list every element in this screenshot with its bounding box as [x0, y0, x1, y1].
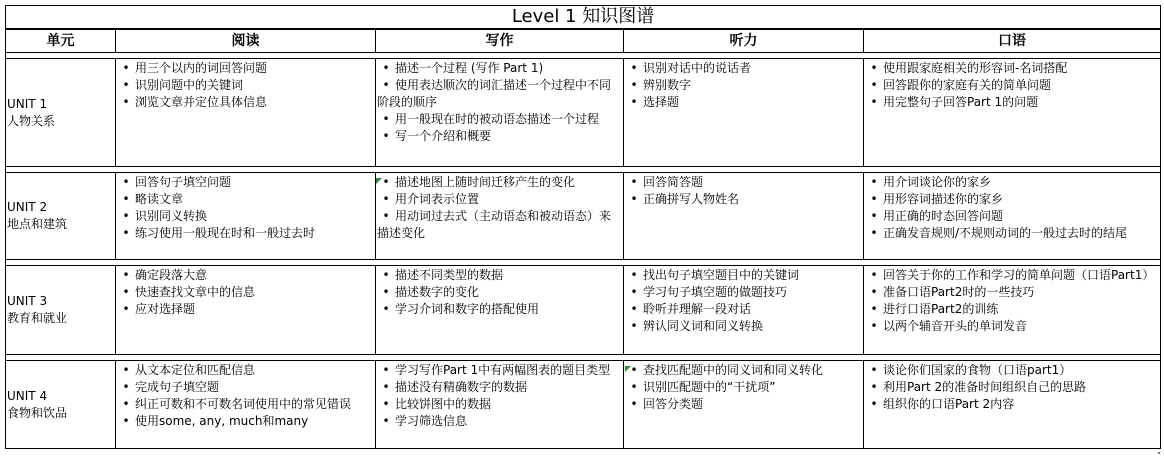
table-row: [6, 266, 1161, 355]
unit-label: UNIT 3: [7, 294, 48, 308]
bullet-list: [625, 174, 861, 208]
bullet-icon: •: [122, 302, 130, 316]
speaking-cell: [864, 266, 1161, 355]
bullet-icon: •: [630, 363, 638, 377]
bullet-icon: •: [122, 414, 130, 428]
list-item-text: 以两个辅音开头的单词发音: [883, 319, 1028, 333]
list-item-text: 回答跟你的家庭有关的简单问题: [883, 78, 1052, 92]
list-item-text: 选择题: [643, 95, 680, 109]
bullet-list: [865, 267, 1158, 335]
table-row: [6, 361, 1161, 449]
list-item: [377, 111, 621, 128]
reading-cell: [116, 266, 376, 355]
list-item-text: 描述没有精确数字的数据: [395, 380, 528, 394]
knowledge-map-table: [5, 5, 1161, 449]
list-item-text: 描述数字的变化: [395, 285, 480, 299]
bullet-list: [377, 174, 621, 242]
list-item: [117, 413, 373, 430]
list-item-text: 谈论你们国家的食物（口语part1）: [883, 363, 1072, 377]
list-item-text: 回答分类题: [643, 397, 704, 411]
list-item: [117, 208, 373, 225]
cell-handle-icon: [1158, 452, 1160, 454]
bullet-icon: •: [122, 268, 130, 282]
list-item: [377, 128, 621, 145]
bullet-icon: •: [870, 61, 878, 75]
page-title: Level 1 知识图谱: [6, 6, 1161, 30]
comment-marker-icon: [625, 366, 631, 372]
bullet-icon: •: [382, 285, 390, 299]
bullet-icon: •: [122, 209, 130, 223]
bullet-icon: •: [122, 363, 130, 377]
list-item: [865, 379, 1158, 396]
list-item-text: 学习句子填空题的做题技巧: [643, 285, 788, 299]
list-item: [865, 396, 1158, 413]
unit-topic: 食物和饮品: [7, 405, 68, 420]
header-reading: 阅读: [116, 29, 376, 53]
list-item: [377, 60, 621, 77]
list-item-text: 聆听并理解一段对话: [643, 302, 752, 316]
bullet-icon: •: [382, 268, 390, 282]
bullet-icon: •: [630, 95, 638, 109]
list-item: [625, 318, 861, 335]
list-item: [625, 94, 861, 111]
bullet-icon: •: [122, 226, 130, 240]
list-item-text: 正确拼写人物姓名: [643, 192, 740, 206]
unit-cell: [6, 361, 116, 449]
list-item: [117, 362, 373, 379]
writing-cell: [376, 361, 624, 449]
list-item-text: 应对选择题: [135, 302, 196, 316]
list-item: [377, 267, 621, 284]
header-row: [6, 29, 1161, 53]
list-item-text: 回答关于你的工作和学习的简单问题（口语Part1）: [883, 268, 1155, 282]
list-item: [117, 301, 373, 318]
bullet-list: [117, 60, 373, 111]
listening-cell: [624, 266, 864, 355]
bullet-icon: •: [630, 61, 638, 75]
list-item: [377, 396, 621, 413]
unit-cell: [6, 173, 116, 260]
list-item: [625, 284, 861, 301]
bullet-icon: •: [870, 268, 878, 282]
table-row: [6, 59, 1161, 167]
list-item: [117, 60, 373, 77]
bullet-icon: •: [382, 112, 390, 126]
list-item: [625, 267, 861, 284]
list-item-text: 用正确的时态回答问题: [883, 209, 1004, 223]
list-item: [625, 362, 861, 379]
bullet-list: [117, 174, 373, 242]
list-item-text: 确定段落大意: [135, 268, 208, 282]
list-item: [117, 225, 373, 242]
unit-topic: 教育和就业: [7, 311, 68, 325]
bullet-icon: •: [122, 175, 130, 189]
bullet-icon: •: [382, 414, 390, 428]
bullet-icon: •: [122, 78, 130, 92]
bullet-icon: •: [870, 319, 878, 333]
bullet-list: [117, 267, 373, 318]
list-item-text: 用动词过去式（主动语态和被动语态）来描述变化: [377, 209, 612, 240]
bullet-icon: •: [122, 61, 130, 75]
list-item: [625, 396, 861, 413]
table-row: [6, 173, 1161, 260]
bullet-icon: •: [630, 192, 638, 206]
bullet-icon: •: [382, 78, 390, 92]
list-item: [377, 191, 621, 208]
list-item: [377, 208, 621, 242]
bullet-icon: •: [870, 78, 878, 92]
listening-cell: [624, 59, 864, 167]
header-writing: 写作: [376, 29, 624, 53]
list-item-text: 回答简答题: [643, 175, 704, 189]
bullet-icon: •: [630, 302, 638, 316]
bullet-list: [117, 362, 373, 430]
bullet-icon: •: [870, 397, 878, 411]
list-item: [377, 301, 621, 318]
unit-topic: 地点和建筑: [7, 217, 68, 231]
list-item-text: 识别问题中的关键词: [135, 78, 244, 92]
list-item: [625, 301, 861, 318]
bullet-icon: •: [122, 397, 130, 411]
header-unit: 单元: [6, 29, 116, 53]
list-item: [625, 77, 861, 94]
list-item: [117, 267, 373, 284]
list-item: [625, 379, 861, 396]
list-item: [625, 191, 861, 208]
list-item-text: 正确发音规则/不规则动词的一般过去时的结尾: [883, 226, 1128, 240]
bullet-icon: •: [122, 192, 130, 206]
bullet-icon: •: [870, 209, 878, 223]
list-item-text: 识别对话中的说话者: [643, 61, 752, 75]
unit-label: UNIT 4: [7, 388, 48, 403]
list-item: [865, 267, 1158, 284]
list-item: [865, 208, 1158, 225]
bullet-icon: •: [382, 129, 390, 143]
bullet-icon: •: [382, 192, 390, 206]
writing-cell: [376, 266, 624, 355]
list-item-text: 辨别数字: [643, 78, 692, 92]
listening-cell: [624, 173, 864, 260]
list-item-text: 描述一个过程 (写作 Part 1): [395, 61, 544, 75]
bullet-icon: •: [382, 397, 390, 411]
unit-label: UNIT 1: [7, 96, 48, 111]
unit-cell: [6, 59, 116, 167]
list-item: [117, 284, 373, 301]
list-item-text: 使用表达顺次的词汇描述一个过程中不同阶段的顺序: [377, 78, 612, 109]
bullet-icon: •: [630, 268, 638, 282]
bullet-list: [377, 267, 621, 318]
list-item-text: 学习写作Part 1中有两幅图表的题目类型: [395, 363, 611, 377]
list-item-text: 用三个以内的词回答问题: [135, 61, 268, 75]
list-item: [865, 77, 1158, 94]
list-item: [865, 225, 1158, 242]
list-item-text: 快速查找文章中的信息: [135, 285, 256, 299]
bullet-icon: •: [630, 397, 638, 411]
bullet-icon: •: [382, 363, 390, 377]
list-item: [377, 362, 621, 379]
header-listening: 听力: [624, 29, 864, 53]
bullet-icon: •: [630, 285, 638, 299]
list-item: [625, 60, 861, 77]
bullet-list: [625, 362, 861, 413]
reading-cell: [116, 59, 376, 167]
bullet-list: [377, 60, 621, 145]
bullet-icon: •: [122, 380, 130, 394]
unit-cell: [6, 266, 116, 355]
list-item: [865, 60, 1158, 77]
bullet-icon: •: [870, 95, 878, 109]
list-item-text: 学习介词和数字的搭配使用: [395, 302, 540, 316]
list-item: [865, 174, 1158, 191]
list-item-text: 描述不同类型的数据: [395, 268, 504, 282]
list-item-text: 写一个介绍和概要: [395, 129, 492, 143]
bullet-icon: •: [382, 209, 390, 223]
list-item-text: 用一般现在时的被动语态描述一个过程: [395, 112, 600, 126]
speaking-cell: [864, 59, 1161, 167]
bullet-list: [865, 362, 1158, 413]
listening-cell: [624, 361, 864, 449]
bullet-icon: •: [630, 319, 638, 333]
list-item-text: 比较饼图中的数据: [395, 397, 492, 411]
bullet-icon: •: [870, 226, 878, 240]
list-item-text: 学习筛选信息: [395, 414, 468, 428]
reading-cell: [116, 173, 376, 260]
list-item: [865, 318, 1158, 335]
list-item-text: 纠正可数和不可数名词使用中的常见错误: [135, 397, 352, 411]
bullet-icon: •: [382, 302, 390, 316]
list-item-text: 用介词谈论你的家乡: [883, 175, 992, 189]
bullet-icon: •: [870, 363, 878, 377]
list-item-text: 使用跟家庭相关的形容词-名词搭配: [883, 61, 1068, 75]
list-item: [377, 77, 621, 111]
list-item-text: 浏览文章并定位具体信息: [135, 95, 268, 109]
list-item: [377, 413, 621, 430]
list-item: [117, 379, 373, 396]
bullet-icon: •: [382, 380, 390, 394]
list-item-text: 使用some, any, much和many: [135, 414, 309, 428]
list-item: [117, 77, 373, 94]
speaking-cell: [864, 173, 1161, 260]
list-item-text: 用介词表示位置: [395, 192, 480, 206]
unit-label: UNIT 2: [7, 200, 48, 214]
list-item: [865, 94, 1158, 111]
bullet-icon: •: [630, 175, 638, 189]
list-item-text: 略读文章: [135, 192, 184, 206]
bullet-icon: •: [122, 285, 130, 299]
bullet-icon: •: [382, 61, 390, 75]
list-item-text: 描述地图上随时间迁移产生的变化: [395, 175, 576, 189]
bullet-icon: •: [870, 302, 878, 316]
list-item: [865, 191, 1158, 208]
list-item: [377, 379, 621, 396]
list-item-text: 找出句子填空题目中的关键词: [643, 268, 800, 282]
unit-topic: 人物关系: [7, 113, 56, 128]
list-item-text: 回答句子填空问题: [135, 175, 232, 189]
header-speaking: 口语: [864, 29, 1161, 53]
speaking-cell: [864, 361, 1161, 449]
comment-marker-icon: [376, 178, 382, 184]
bullet-list: [625, 60, 861, 111]
bullet-icon: •: [870, 285, 878, 299]
list-item-text: 利用Part 2的准备时间组织自己的思路: [883, 380, 1087, 394]
bullet-icon: •: [122, 95, 130, 109]
list-item: [117, 94, 373, 111]
bullet-icon: •: [630, 78, 638, 92]
writing-cell: [376, 59, 624, 167]
list-item: [865, 284, 1158, 301]
bullet-list: [865, 174, 1158, 242]
list-item-text: 准备口语Part2时的一些技巧: [883, 285, 1035, 299]
bullet-icon: •: [870, 380, 878, 394]
list-item: [117, 396, 373, 413]
list-item-text: 完成句子填空题: [135, 380, 220, 394]
list-item-text: 组织你的口语Part 2内容: [883, 397, 1015, 411]
list-item: [625, 174, 861, 191]
list-item-text: 进行口语Part2的训练: [883, 302, 999, 316]
bullet-list: [377, 362, 621, 430]
reading-cell: [116, 361, 376, 449]
list-item-text: 辨认同义词和同义转换: [643, 319, 764, 333]
bullet-icon: •: [870, 192, 878, 206]
list-item: [865, 362, 1158, 379]
list-item: [377, 174, 621, 191]
list-item-text: 用完整句子回答Part 1的问题: [883, 95, 1039, 109]
bullet-icon: •: [382, 175, 390, 189]
list-item: [865, 301, 1158, 318]
list-item-text: 练习使用一般现在时和一般过去时: [135, 226, 316, 240]
list-item-text: 查找匹配题中的同义词和同义转化: [643, 363, 824, 377]
bullet-icon: •: [870, 175, 878, 189]
list-item-text: 用形容词描述你的家乡: [883, 192, 1004, 206]
list-item-text: 从文本定位和匹配信息: [135, 363, 256, 377]
list-item-text: 识别匹配题中的“干扰项”: [643, 380, 776, 394]
list-item: [117, 174, 373, 191]
bullet-list: [865, 60, 1158, 111]
bullet-icon: •: [630, 380, 638, 394]
list-item: [377, 284, 621, 301]
bullet-list: [625, 267, 861, 335]
list-item: [117, 191, 373, 208]
list-item-text: 识别同义转换: [135, 209, 208, 223]
writing-cell: [376, 173, 624, 260]
